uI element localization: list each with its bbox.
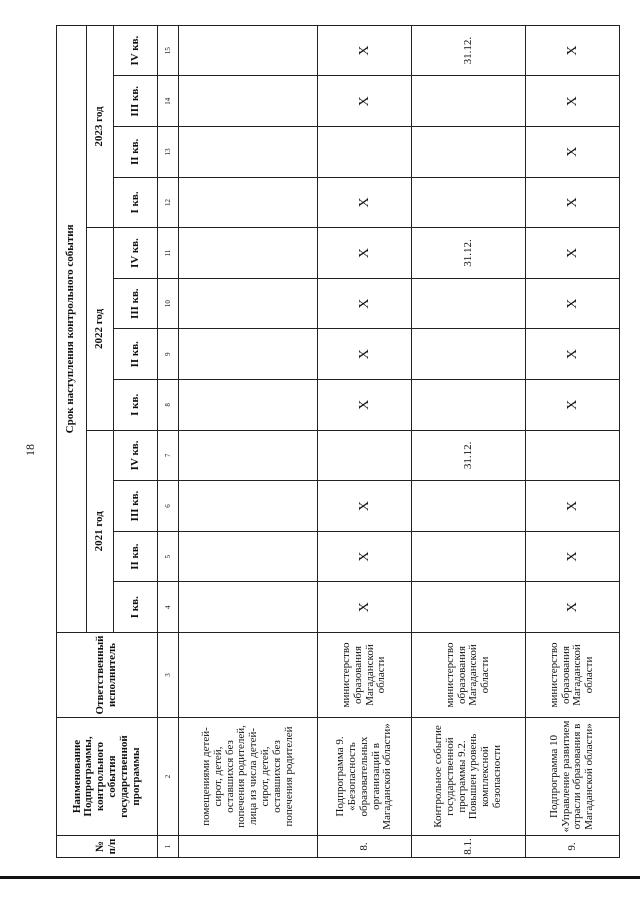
row-cell: X bbox=[525, 177, 619, 228]
row-cell: X bbox=[318, 278, 412, 329]
row-cell bbox=[412, 329, 526, 380]
row-cell bbox=[179, 329, 318, 380]
row-cell: X bbox=[318, 25, 412, 76]
row-cell bbox=[412, 278, 526, 329]
control-events-table bbox=[56, 25, 620, 858]
row-cell bbox=[179, 380, 318, 431]
row-num: 8. bbox=[318, 836, 412, 858]
row-cell bbox=[412, 177, 526, 228]
table-row bbox=[318, 25, 412, 857]
row-cell: X bbox=[525, 127, 619, 178]
header-quarter: III кв. bbox=[113, 278, 158, 329]
table-row bbox=[525, 25, 619, 857]
column-number: 9 bbox=[158, 329, 179, 380]
row-cell: X bbox=[318, 582, 412, 633]
column-number: 3 bbox=[158, 633, 179, 718]
row-cell: X bbox=[318, 228, 412, 279]
row-cell: X bbox=[525, 380, 619, 431]
row-cell bbox=[412, 127, 526, 178]
header-quarter: III кв. bbox=[113, 481, 158, 532]
header-name: Наименование Подпрограммы, контрольного события государственной программы bbox=[57, 718, 158, 836]
row-cell bbox=[179, 430, 318, 481]
row-cell bbox=[412, 380, 526, 431]
row-cell bbox=[179, 25, 318, 76]
column-number-row bbox=[158, 25, 179, 857]
row-cell bbox=[318, 430, 412, 481]
table-row bbox=[412, 25, 526, 857]
row-cell bbox=[179, 177, 318, 228]
header-num: № п/п bbox=[57, 836, 158, 858]
header-year-2022: 2022 год bbox=[86, 228, 113, 430]
header-group: Срок наступления контрольного события bbox=[57, 25, 87, 632]
column-number: 13 bbox=[158, 127, 179, 178]
header-quarter: III кв. bbox=[113, 76, 158, 127]
header-executor: Ответственный исполнитель bbox=[57, 633, 158, 718]
column-number: 7 bbox=[158, 430, 179, 481]
row-cell bbox=[179, 127, 318, 178]
row-num bbox=[179, 836, 318, 858]
row-cell: X bbox=[525, 25, 619, 76]
row-executor: министерство образования Магаданской области bbox=[412, 633, 526, 718]
header-year-2021: 2021 год bbox=[86, 430, 113, 632]
column-number: 10 bbox=[158, 278, 179, 329]
row-cell bbox=[179, 582, 318, 633]
column-number: 12 bbox=[158, 177, 179, 228]
row-cell: X bbox=[318, 531, 412, 582]
column-number: 2 bbox=[158, 718, 179, 836]
row-name: Контрольное событие государственной программы 9.2. Повышен уровень комплексной безопасности bbox=[412, 718, 526, 836]
row-cell: X bbox=[318, 380, 412, 431]
row-cell: X bbox=[525, 228, 619, 279]
header-quarter: II кв. bbox=[113, 531, 158, 582]
row-num: 9. bbox=[525, 836, 619, 858]
header-quarter: II кв. bbox=[113, 127, 158, 178]
header-quarter: I кв. bbox=[113, 177, 158, 228]
column-number: 1 bbox=[158, 836, 179, 858]
row-executor: министерство образования Магаданской области bbox=[525, 633, 619, 718]
row-cell: X bbox=[525, 329, 619, 380]
column-number: 15 bbox=[158, 25, 179, 76]
row-cell bbox=[318, 127, 412, 178]
row-name: помещениями детей-сирот, детей, оставшихся без попечения родителей, лица из числа детей-сирот, детей, оставшихся без попечения родителей bbox=[179, 718, 318, 836]
column-number: 14 bbox=[158, 76, 179, 127]
row-cell: 31.12. bbox=[412, 25, 526, 76]
row-cell bbox=[179, 481, 318, 532]
row-cell bbox=[179, 228, 318, 279]
row-cell: X bbox=[525, 531, 619, 582]
table-row bbox=[179, 25, 318, 857]
page-number: 18 bbox=[23, 444, 37, 456]
row-executor bbox=[179, 633, 318, 718]
row-cell bbox=[179, 278, 318, 329]
row-cell: X bbox=[318, 177, 412, 228]
bottom-rule bbox=[0, 876, 640, 879]
row-cell bbox=[179, 531, 318, 582]
row-cell bbox=[412, 582, 526, 633]
row-cell bbox=[412, 531, 526, 582]
row-cell: 31.12. bbox=[412, 228, 526, 279]
row-cell: X bbox=[525, 76, 619, 127]
row-cell bbox=[412, 76, 526, 127]
row-cell: X bbox=[525, 278, 619, 329]
column-number: 4 bbox=[158, 582, 179, 633]
header-quarter: IV кв. bbox=[113, 25, 158, 76]
row-executor: министерство образования Магаданской области bbox=[318, 633, 412, 718]
column-number: 8 bbox=[158, 380, 179, 431]
column-number: 6 bbox=[158, 481, 179, 532]
row-cell: 31.12. bbox=[412, 430, 526, 481]
header-quarter: II кв. bbox=[113, 329, 158, 380]
row-num: 8.1. bbox=[412, 836, 526, 858]
row-cell: X bbox=[318, 76, 412, 127]
header-quarter: IV кв. bbox=[113, 430, 158, 481]
row-name: Подпрограмма 10 «Управление развитием отрасли образования в Магаданской области» bbox=[525, 718, 619, 836]
rotated-table-container bbox=[56, 26, 620, 858]
row-cell: X bbox=[525, 582, 619, 633]
header-year-2023: 2023 год bbox=[86, 25, 113, 228]
row-cell: X bbox=[525, 481, 619, 532]
column-number: 5 bbox=[158, 531, 179, 582]
column-number: 11 bbox=[158, 228, 179, 279]
row-cell bbox=[412, 481, 526, 532]
header-quarter: I кв. bbox=[113, 582, 158, 633]
row-name: Подпрограмма 9. «Безопасность образовательных организаций в Магаданской области» bbox=[318, 718, 412, 836]
row-cell: X bbox=[318, 481, 412, 532]
header-quarter: I кв. bbox=[113, 380, 158, 431]
row-cell bbox=[179, 76, 318, 127]
row-cell: X bbox=[318, 329, 412, 380]
header-quarter: IV кв. bbox=[113, 228, 158, 279]
row-cell bbox=[525, 430, 619, 481]
